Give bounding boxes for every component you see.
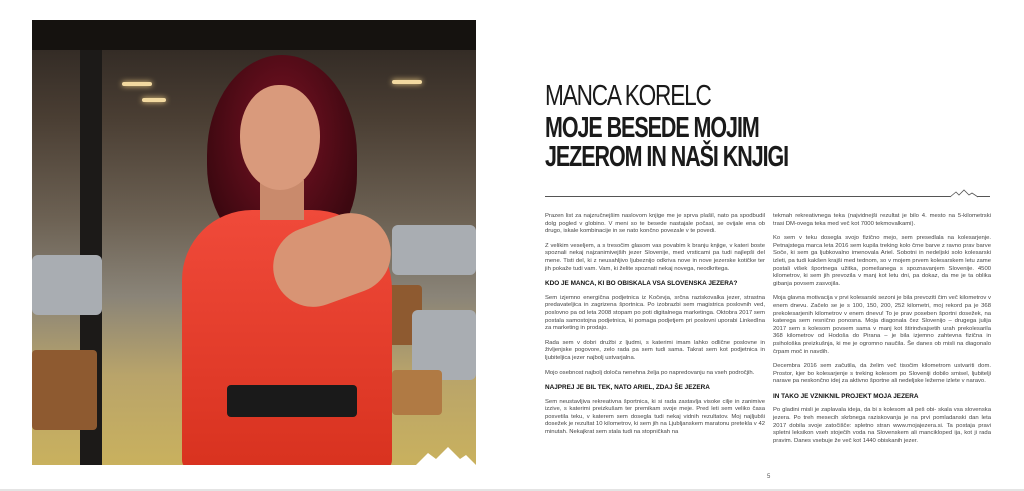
photo-belt bbox=[227, 385, 357, 417]
mountain-icon bbox=[950, 189, 980, 198]
paragraph: Mojo osebnost najbolj določa nenehna želja po napredovanju na vseh področjih. bbox=[545, 369, 755, 376]
photo-ceiling bbox=[32, 20, 476, 50]
paragraph: Prazen list za najzručnejšim naslovom knjige me je sprva plašil, nato pa spodbudil dolg pogled v globino. V meni so te besede nastajale počasi, se ovijale ena ob drugo, iskale kombinacije in se nato končno povezale v te povedi. bbox=[545, 213, 765, 235]
paragraph: tekmah rekreativnega teka (najvidnejši rezultat je bilo 4. mesto na 5-kilometrski trasi DM-ovega teka med več kot 7000 tekmovalkami). bbox=[773, 213, 991, 227]
divider-line bbox=[545, 196, 990, 197]
paragraph: Moja glavna motivacija v prvi kolesarski sezoni je bila prevoziti čim več kilometrov v enem dnevu. Začelo se je s 100, 150, 200, 252 kilometri, moj rekord pa je 368 prekolesarjenih kilometrov v enem dnevu! To je prav poseben športni dosežek, na katerega sem resnično ponosna. Moja diagonala čez Slovenijo – drugega julija 2017 sem s kolesom povsem sama v manj kot štirindvajsetih urah prekolesarila 368 kilometrov od Hodoša do Pirana – je bila izjemno zahtevna fizična in psihološka preizkušnja, ki me je ogromno naučila. Še danes ob misli na diagonalo črpam moč in navdih. bbox=[773, 295, 991, 355]
paragraph: Po gladini misli je zaplavala ideja, da bi s kolesom ali peš obi- skala vsa slovenska jezera. Po treh mesecih skrbnega raziskovanja je na prvi pomladanski dan leta 2017 dobila svoje zatočišče: spletno stran www.mojajezera.si. Ta postaja pravi spletni leksikon vseh stoječih voda na Slovenskem ali mancikloped ija, kot ji rada pravim. Danes vsebuje že več kot 1440 obiskanih jezer. bbox=[773, 407, 991, 444]
photo-table bbox=[392, 370, 442, 415]
title-line-2: JEZEROM IN NAŠI KNJIGI bbox=[545, 141, 789, 173]
paragraph: Rada sem v dobri družbi z ljudmi, s katerimi imam lahko odlične poslovne in življenjske pogovore, zelo rada pa sem tudi sama. Takrat sem kot podjetnica in ljubiteljica jezer najbolj ustvarjalna. bbox=[545, 339, 765, 361]
photo-chair bbox=[392, 225, 476, 275]
section-heading: KDO JE MANCA, KI BO OBISKALA VSA SLOVENSKA JEZERA? bbox=[545, 280, 738, 288]
photo-chair bbox=[32, 350, 97, 430]
text-column-1 bbox=[545, 213, 765, 444]
section-heading: IN TAKO JE VZNIKNIL PROJEKT MOJA JEZERA bbox=[773, 392, 919, 400]
photo-face bbox=[240, 85, 320, 190]
paragraph: Sem neustavljiva rekreativna športnica, ki si rada zastavlja visoke cilje in zanimive izzive, s katerimi preizkušam ter premikam svoje meje. Pred leti sem veliko časa posvetila teku, v katerem sem dosegla tudi nekaj vidnih rezultatov. Moj najljubši dosežek je rezultat 10 kilometrov, ki sem jih na Ljubljanskem maratonu pretekla v 42 minutah. Nekajkrat sem stala tudi na stopničkah na bbox=[545, 398, 765, 436]
text-page bbox=[545, 0, 990, 491]
paragraph: Ko sem v teku dosegla svojo fizično mejo, sem presedlala na kolesarjenje. Petnajstega marca leta 2016 sem kupila treking kolo črne barve z ravno prav barve Soče, ki sem ga ljubkovalno imenovala Ariel. Sobotni in nedeljski solo kolesarski izleti, pa tudi kakšen krajši med tednom, so v mojem prvem kolesarskem letu zame postali višek športnega užitka, pomešanega s spoznavanjem Slovenije. 4500 kilometrov, ki sem jih prevozila v manj kot letu dni, pa dokaz, da me je ta oblika gibanja povsem zasvojila. bbox=[773, 235, 991, 287]
photo-chair bbox=[32, 255, 102, 315]
paragraph: Decembra 2016 sem začutila, da želim več tisočim kilometrom ustvariti dom. Prostor, kjer bo kolesarjenje s treking kolesom po Sloveniji dobilo smisel, ljubitelji narave pa neskončno idej za aktivno športne ali nedeljske ležerne izlete v naravo. bbox=[773, 363, 991, 385]
mountain-icon bbox=[416, 443, 476, 465]
author-name: MANCA KORELC bbox=[545, 80, 711, 112]
photo-lamp bbox=[122, 82, 152, 86]
page-number: 5 bbox=[767, 474, 771, 480]
portrait-photo bbox=[32, 20, 476, 465]
photo-lamp bbox=[392, 80, 422, 84]
paragraph: Z velikim veseljem, a s tresočim glasom vas povabim k branju knjige, v kateri boste spoznali nekaj najzanimivejših jezer Slovenije, med vrsticami pa tudi najlepši del mene. Tisti del, ki z neusahljivo ljubeznijo odkriva nove in nove jezerske kotičke ter jih pokaže tudi vam. Vam, ki želite spoznati nekaj novega, neodkritega. bbox=[545, 242, 765, 272]
text-column-2 bbox=[773, 213, 991, 452]
title-line-1: MOJE BESEDE MOJIM bbox=[545, 112, 759, 144]
section-heading: NAJPREJ JE BIL TEK, NATO ARIEL, ZDAJ ŠE JEZERA bbox=[545, 384, 710, 392]
paragraph: Sem izjemno energična podjetnica iz Kočevja, srčna raziskovalka jezer, strastna predavateljica in zagrizena športnica. Po izobrazbi sem magistrica poslovnih ved, poslovno pa od leta 2008 stopam po poti digitalnega marketinga. Oktobra 2017 sem postala samostojna podjetnica, ki pomaga podjetjem pri poslovni uporabi LinkedIna za marketing in prodajo. bbox=[545, 294, 765, 332]
photo-lamp bbox=[142, 98, 166, 102]
